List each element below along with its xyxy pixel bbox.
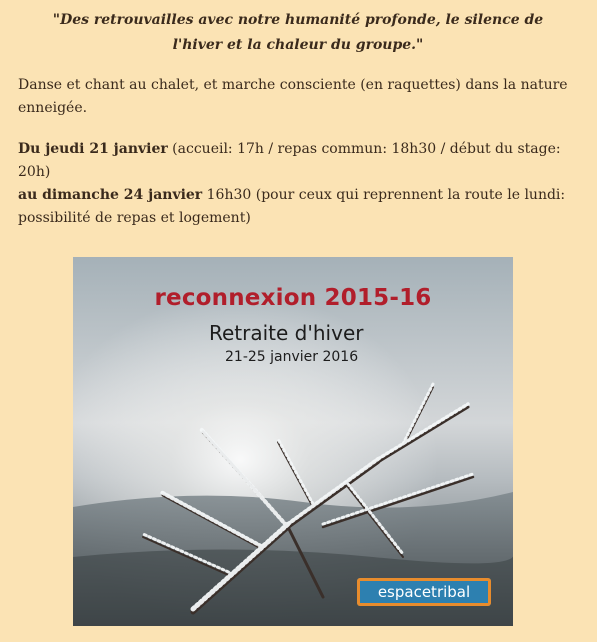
event-description: Danse et chant au chalet, et marche consciente (en raquettes) dans la nature enneigée. [18, 77, 568, 116]
schedule-start-label: Du jeudi 21 janvier [18, 141, 168, 157]
event-quote-line-2: l'hiver et la chaleur du groupe." [172, 37, 424, 53]
schedule-start-details: (accueil: 17h / repas commun: 18h30 / début du stage: 20h) [18, 141, 561, 180]
espacetribal-logo: espacetribal [357, 578, 491, 606]
schedule-end-details: 16h30 (pour ceux qui reprennent la route le lundi: possibilité de repas et logement) [18, 187, 566, 226]
poster-dates: 21-25 janvier 2016 [225, 349, 359, 365]
poster-subtitle: Retraite d'hiver [209, 321, 364, 345]
poster-title-year: 2015-16 [324, 285, 432, 311]
schedule-end-label: au dimanche 24 janvier [18, 187, 203, 203]
event-schedule [18, 138, 583, 230]
frosted-branch-photo [73, 257, 513, 626]
retreat-poster-image [73, 257, 513, 626]
event-quote [12, 8, 584, 58]
event-quote-line-1: "Des retrouvailles avec notre humanité profonde, le silence de [52, 12, 544, 28]
poster-title-word: reconnexion [154, 285, 317, 311]
poster-title [73, 285, 513, 311]
